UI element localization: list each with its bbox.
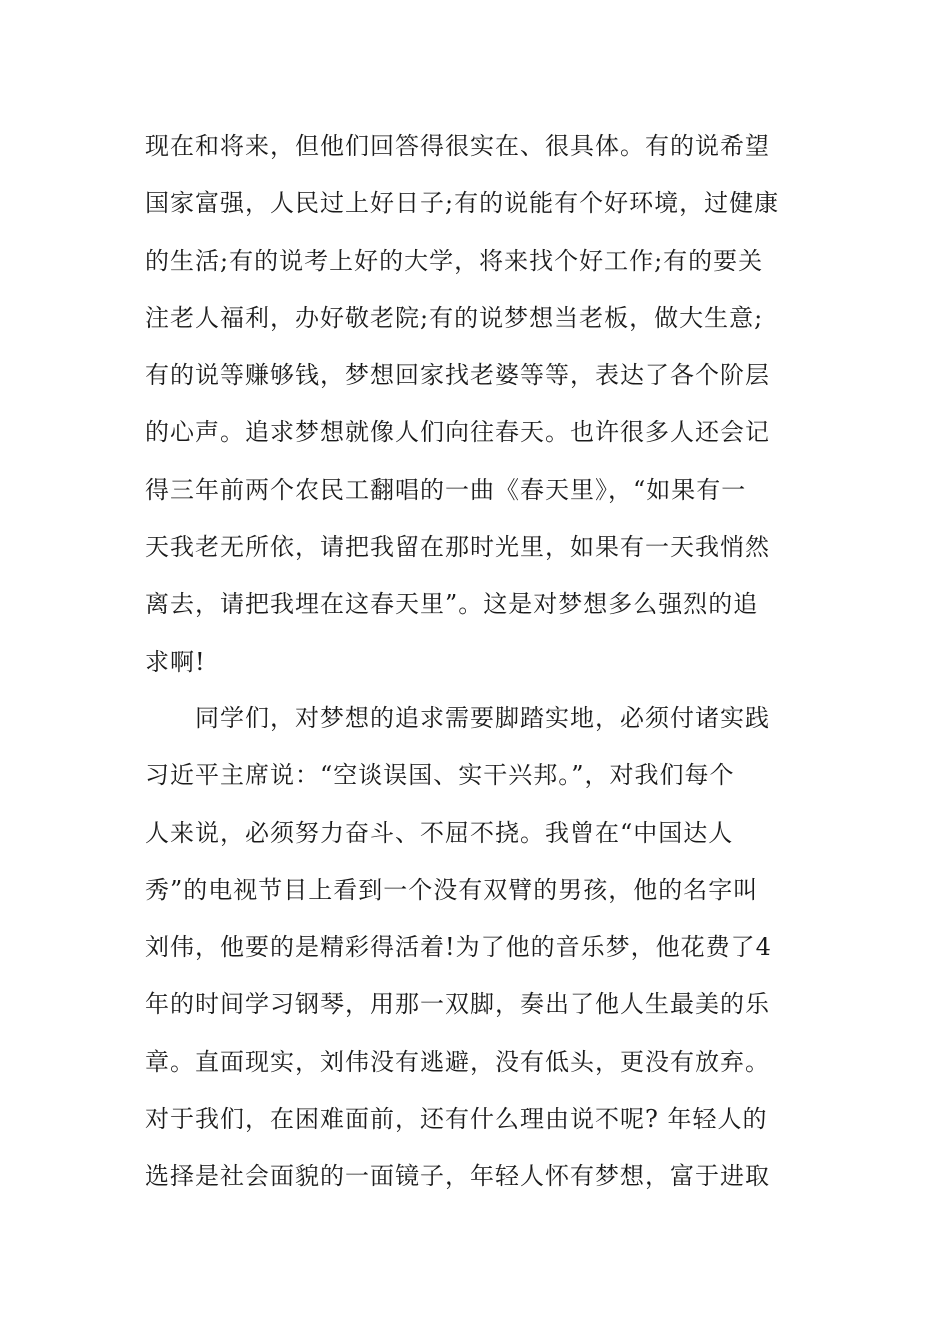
paragraph-line: 求啊! <box>145 647 206 676</box>
paragraph-line: 现在和将来，但他们回答得很实在、很具体。有的说希望 <box>145 132 770 160</box>
paragraph-line: 章。直面现实，刘伟没有逃避，没有低头，更没有放弃。 <box>145 1047 770 1076</box>
paragraph-line: 选择是社会面貌的一面镜子，年轻人怀有梦想，富于进取 <box>145 1162 770 1191</box>
paragraph-line: 天我老无所依，请把我留在那时光里，如果有一天我悄然 <box>145 533 770 562</box>
paragraph-first-line: 同学们，对梦想的追求需要脚踏实地，必须付诸实践 <box>195 704 770 732</box>
paragraph-line: 国家富强，人民过上好日子;有的说能有个好环境，过健康 <box>145 189 780 218</box>
paragraph-line: 刘伟，他要的是精彩得活着!为了他的音乐梦，他花费了4 <box>145 933 772 962</box>
paragraph-line: 习近平主席说：“空谈误国、实干兴邦。”，对我们每个 <box>145 761 735 790</box>
paragraph-line: 年的时间学习钢琴，用那一双脚，奏出了他人生最美的乐 <box>145 990 770 1019</box>
paragraph-1 <box>145 118 815 691</box>
paragraph-line: 人来说，必须努力奋斗、不屈不挠。我曾在“中国达人 <box>145 818 734 847</box>
paragraph-line: 对于我们，在困难面前，还有什么理由说不呢? 年轻人的 <box>145 1105 768 1134</box>
paragraph-line: 得三年前两个农民工翻唱的一曲《春天里》，“如果有一 <box>145 475 747 504</box>
paragraph-line: 的生活;有的说考上好的大学，将来找个好工作;有的要关 <box>145 246 764 275</box>
paragraph-line: 有的说等赚够钱，梦想回家找老婆等等，表达了各个阶层 <box>145 361 770 390</box>
paragraph-line: 的心声。追求梦想就像人们向往春天。也许很多人还会记 <box>145 418 770 447</box>
paragraph-line: 注老人福利，办好敬老院;有的说梦想当老板，做大生意; <box>145 303 764 332</box>
paragraph-2 <box>145 690 815 1206</box>
paragraph-line: 秀”的电视节目上看到一个没有双臂的男孩，他的名字叫 <box>145 875 759 904</box>
paragraph-line: 离去，请把我埋在这春天里”。这是对梦想多么强烈的追 <box>145 590 759 619</box>
